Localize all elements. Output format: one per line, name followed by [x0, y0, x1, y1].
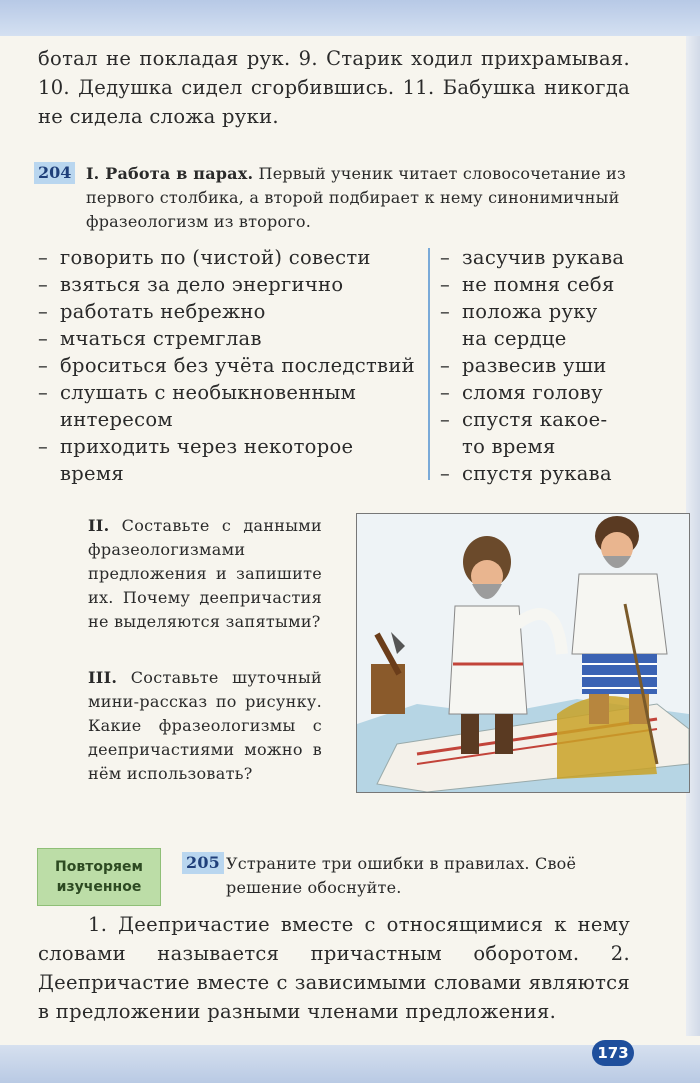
list-item: – приходить через некоторое время — [38, 435, 354, 485]
exercise-205-header — [182, 852, 632, 900]
illustration-drawing — [357, 514, 689, 792]
exercise-number-badge: 204 — [34, 162, 75, 184]
top-decor-band — [0, 0, 700, 36]
illustration-two-peasants — [356, 513, 690, 793]
column-divider — [428, 248, 430, 480]
list-item: – не помня себя — [440, 273, 615, 296]
exercise-number-badge: 205 — [182, 852, 224, 874]
list-item: – мчаться стремглав — [38, 327, 262, 350]
list-item: – засучив рукава — [440, 246, 625, 269]
list-item: – говорить по (чистой) совести — [38, 246, 371, 269]
task-2-text: II. Составьте с данными фразеологизмами предложения и запишите их. Почему деепричастия не выделяются запятыми? — [88, 516, 322, 631]
list-item: – положа руку на сердце — [440, 300, 598, 350]
exercise-204-title: I. Работа в парах. — [86, 164, 254, 183]
list-item: – развесив уши — [440, 354, 607, 377]
intro-paragraph: ботал не покладая рук. 9. Старик ходил прихрамывая. 10. Дедушка сидел сгорбившись. 11. Бабушка никогда не сидела сложа руки. — [38, 47, 630, 128]
list-item: – спустя рукава — [440, 462, 612, 485]
list-item: – взяться за дело энергично — [38, 273, 344, 296]
exercise-205-instruction: Устраните три ошибки в правилах. Своё решение обоснуйте. — [226, 854, 577, 897]
exercise-204-header — [34, 162, 630, 234]
phrases-left-column — [38, 244, 418, 487]
phraseologisms-right-column — [440, 244, 640, 487]
exercise-204-instruction-text: Первый ученик читает словосочетание из первого столбика, а второй подбирает к нему синонимичный фразеологизм из второго. — [86, 164, 626, 231]
exercise-204-instruction — [86, 162, 630, 234]
page-number: 173 — [592, 1040, 634, 1066]
list-item: – броситься без учёта последствий — [38, 354, 415, 377]
rules-paragraph: 1. Деепричастие вместе с относящимися к нему словами называется причастным оборотом. 2. Деепричастие вместе с зависимыми словами являются в предложении разными членами предложения. — [38, 913, 630, 1023]
list-item: – сломя голову — [440, 381, 603, 404]
list-item: – работать небрежно — [38, 300, 266, 323]
list-item: – слушать с необыкновенным интересом — [38, 381, 357, 431]
task-3-text: III. Составьте шуточный мини-рассказ по рисунку. Какие фразеологизмы с деепричастиями можно в нём использовать? — [88, 668, 323, 783]
repeat-studied-label: Повторяем изученное — [37, 848, 161, 906]
list-item: – спустя какое-то время — [440, 408, 608, 458]
